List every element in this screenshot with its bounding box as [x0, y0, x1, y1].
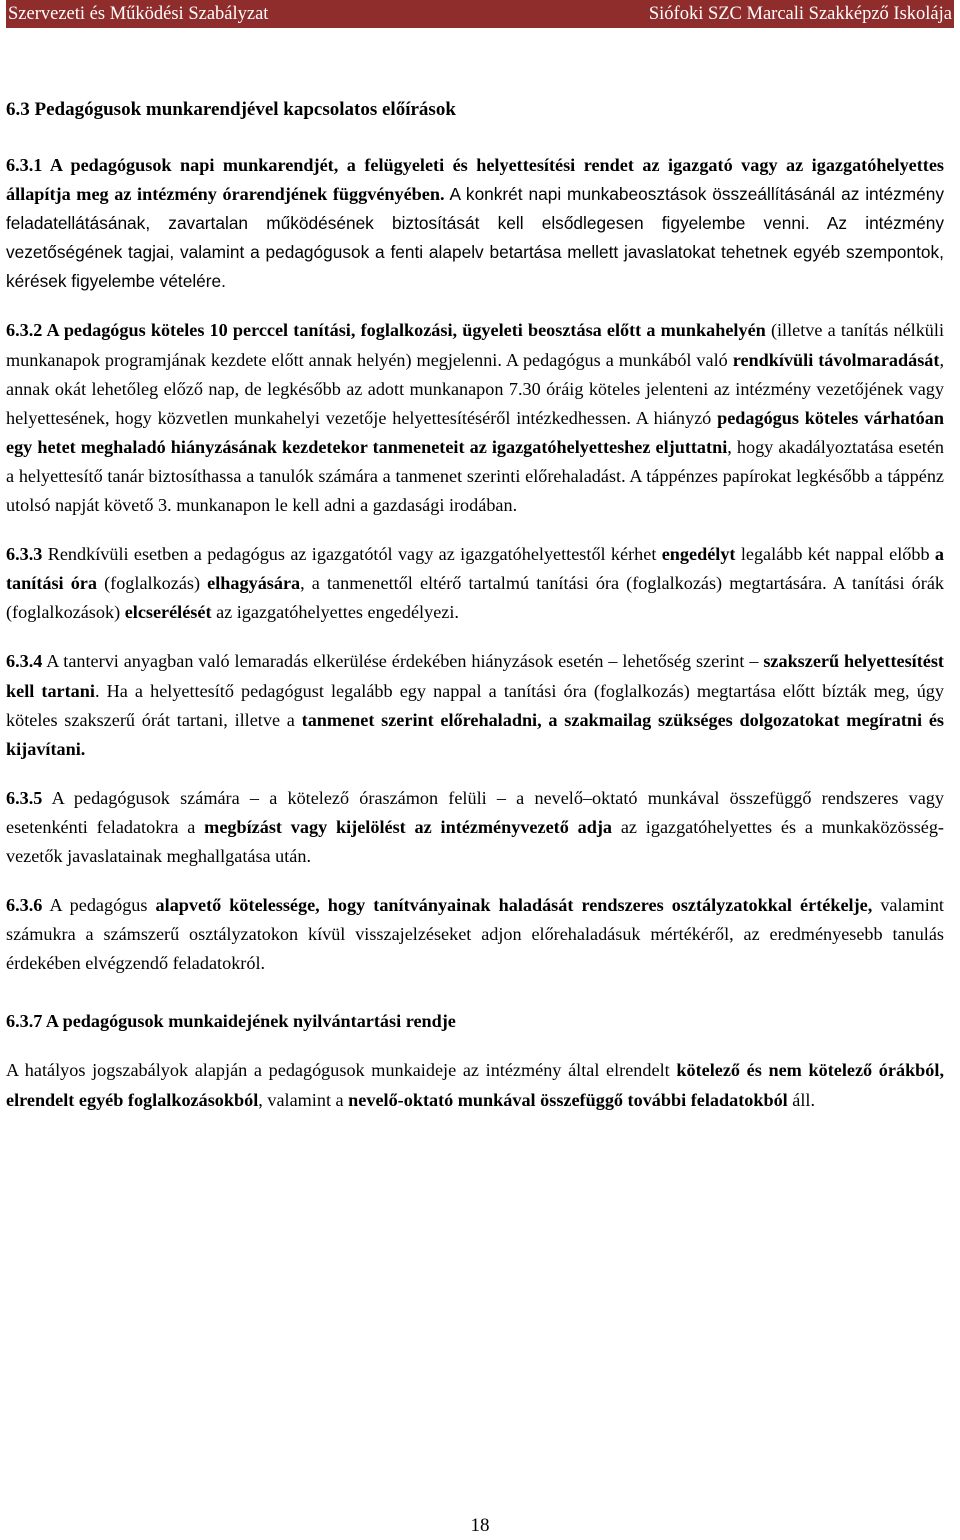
- subsection-title-6-3-7: 6.3.7 A pedagógusok munkaidejének nyilvántartási rendje: [6, 1011, 456, 1032]
- p1-heading: 6.3.1 A pedagógusok napi munkarendjét, a felügyeleti és helyettesítési rendet az igazgató vagy az igazgatóhelyettes állapítja meg az intézmény órarendjének függvényében.: [6, 155, 944, 205]
- header-left-title: Szervezeti és Működési Szabályzat: [8, 3, 269, 24]
- header-right-school: Siófoki SZC Marcali Szakképző Iskolája: [648, 3, 952, 24]
- p7-text-1: A hatályos jogszabályok alapján a pedagógusok munkaideje az intézmény által elrendelt: [6, 1060, 677, 1081]
- paragraph-6-3-1: [6, 151, 944, 296]
- p7-text-3: , valamint a: [258, 1089, 349, 1110]
- p5-text-2: megbízást vagy kijelölést az intézményvezető adja: [204, 816, 612, 837]
- p6-text-1: A pedagógus: [42, 895, 156, 916]
- p3-text-3: legalább két nappal előbb: [735, 544, 935, 565]
- p4-text-1: A tantervi anyagban való lemaradás elkerülése érdekében hiányzások esetén – lehetőség szerint –: [42, 651, 764, 672]
- paragraph-6-3-5: [6, 784, 944, 871]
- p1-body: A konkrét napi munkabeosztások összeállításánál az intézmény feladatellátásának, zavartalan működésének biztosítását kell elsődlegesen figyelembe venni. Az intézmény vezetőségének tagjai, valamint a pedagógusok a fenti alapelv betartása mellett javaslatokat tehetnek egyéb szempontok, kérések figyelembe vételére.: [6, 184, 944, 292]
- paragraph-6-3-7: [6, 1056, 944, 1114]
- p2-text-1: A pedagógus köteles 10 perccel tanítási, foglalkozási, ügyeleti beosztása előtt a munkahelyén: [42, 320, 766, 341]
- p7-text-4: nevelő-oktató munkával összefüggő további feladatokból: [348, 1089, 788, 1110]
- p6-text-3: valamint számukra a számszerű osztályzatokon kívül visszajelzéseket adjon előrehaladásuk mértékéről, az eredményesebb tanulás érdekében elvégzendő feladatokról.: [6, 895, 944, 974]
- p6-text-2: alapvető kötelessége, hogy tanítványainak haladását rendszeres osztályzatokkal értékelje,: [155, 895, 873, 916]
- p4-text-3: . Ha a helyettesítő pedagógust legalább egy nappal a tanítási óra (foglalkozás) megtartása előtt bízták meg, úgy köteles szakszerű órát tartani, illetve a: [6, 680, 944, 730]
- document-header: [6, 0, 954, 28]
- p2-text-5: pedagógus köteles várhatóan egy hetet meghaladó hiányzásának kezdetekor tanmeneteit az igazgatóhelyetteshez eljuttatni: [6, 407, 944, 457]
- p3-number: 6.3.3: [6, 544, 43, 565]
- p3-text-1: Rendkívüli esetben a pedagógus az igazgatótól vagy az igazgatóhelyettestől kérhet: [42, 544, 662, 565]
- p3-text-8: elcserélését: [124, 602, 212, 623]
- p5-text-1: A pedagógusok számára – a kötelező óraszámon felüli – a nevelő–oktató munkával összefüggő rendszeres vagy esetenkénti feladatokra a: [6, 787, 944, 837]
- p5-text-3: az igazgatóhelyettes és a munkaközösség-vezetők javaslatainak meghallgatása után.: [6, 816, 944, 866]
- p7-text-2: kötelező és nem kötelező órákból, elrendelt egyéb foglalkozásokból: [6, 1060, 944, 1110]
- p4-text-4: tanmenet szerint előrehaladni, a szakmailag szükséges dolgozatokat megíratni és kijavítani.: [6, 709, 944, 759]
- page-number: 18: [470, 1515, 490, 1536]
- paragraph-6-3-2: [6, 316, 944, 520]
- p3-text-6: elhagyására: [207, 573, 301, 594]
- p2-text-4: , annak okát lehetőleg előző nap, de legkésőbb az adott munkanapon 7.30 óráig köteles jelenteni az intézmény vezetőjének vagy helyettesének, hogy közvetlen munkahelyi vezetője helyettesítéséről intézkedhessen. A hiányzó: [6, 349, 944, 428]
- p5-number: 6.3.5: [6, 787, 43, 808]
- p4-number: 6.3.4: [6, 651, 43, 672]
- section-title: 6.3 Pedagógusok munkarendjével kapcsolatos előírások: [6, 99, 456, 120]
- p2-text-2: (illetve a tanítás nélküli munkanapok programjának kezdete előtt annak helyén) megjelenni. A pedagógus a munkából való: [6, 320, 944, 370]
- p2-text-3: rendkívüli távolmaradását: [732, 349, 940, 370]
- p2-text-6: , hogy akadályoztatása esetén a helyettesítő tanár biztosíthassa a tanulók számára a tanmenet szerinti előrehaladást. A táppénzes papírokat legkésőbb a táppénz utolsó napját követő 3. munkanapon le kell adni a gazdasági irodában.: [6, 436, 944, 516]
- p2-number: 6.3.2: [6, 320, 43, 341]
- paragraph-6-3-4: [6, 647, 944, 763]
- p7-text-5: áll.: [787, 1089, 816, 1110]
- p3-text-4: a tanítási óra: [6, 544, 944, 594]
- p3-text-9: az igazgatóhelyettes engedélyezi.: [211, 602, 459, 623]
- paragraph-6-3-6: [6, 891, 944, 978]
- paragraph-6-3-3: [6, 540, 944, 627]
- p3-text-5: (foglalkozás): [96, 573, 208, 594]
- document-body: [6, 151, 944, 1135]
- p6-number: 6.3.6: [6, 895, 43, 916]
- p3-text-2: engedélyt: [661, 544, 736, 565]
- p3-text-7: , a tanmenettől eltérő tartalmú tanítási óra (foglalkozás) megtartására. A tanítási órák (foglalkozások): [6, 573, 944, 623]
- p4-text-2: szakszerű helyettesítést kell tartani: [6, 651, 944, 701]
